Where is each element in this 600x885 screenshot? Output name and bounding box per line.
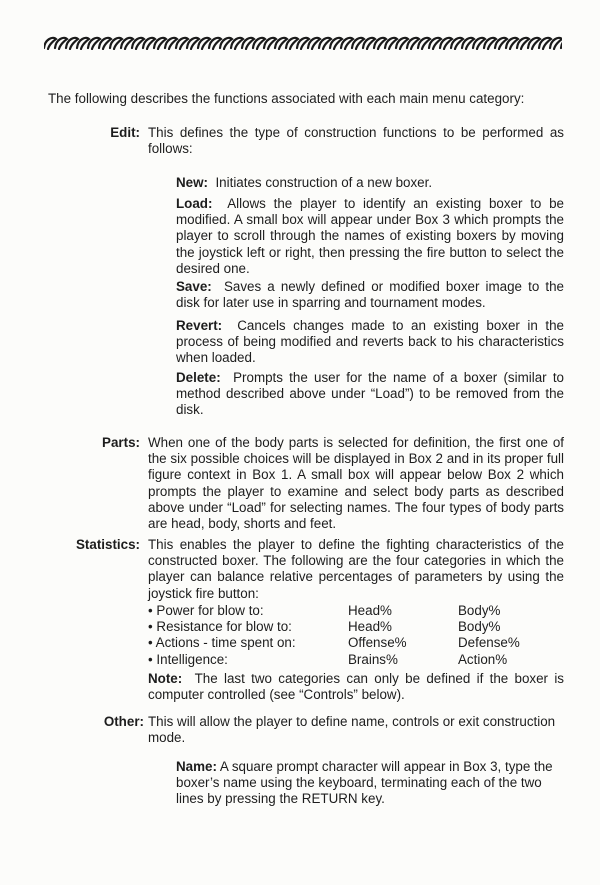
term-edit: Edit:	[110, 125, 140, 140]
stat-value-b: Defense%	[458, 635, 520, 651]
statistics-table	[148, 603, 564, 668]
term-name: Name:	[176, 759, 217, 774]
table-row	[148, 619, 564, 635]
stat-value-a: Head%	[348, 619, 392, 635]
stat-value-a: Brains%	[348, 651, 398, 667]
edit-item-new	[176, 175, 564, 191]
statistics-description: This enables the player to define the fighting characteristics of the constructed boxer. The following are the four categories in which the player can balance relative percentages of parameters by using the joystick fire button:	[148, 537, 564, 601]
statistics-note	[148, 671, 564, 703]
term-save: Save:	[176, 279, 212, 294]
stat-label: • Intelligence:	[148, 651, 228, 667]
term-statistics: Statistics:	[76, 537, 140, 552]
name-description: A square prompt character will appear in Box 3, type the boxer’s name using the keyboard, terminating each of the two lines by pressing the RETURN key.	[176, 759, 553, 807]
term-revert: Revert:	[176, 318, 223, 333]
intro-paragraph: The following describes the functions associated with each main menu category:	[48, 91, 525, 106]
stat-value-a: Offense%	[348, 635, 407, 651]
edit-item-delete	[176, 370, 564, 419]
term-new: New:	[176, 175, 208, 190]
delete-description: Prompts the user for the name of a boxer (similar to method described above under “Load”) to be removed from the disk.	[176, 370, 564, 418]
stat-label: • Actions - time spent on:	[148, 635, 296, 651]
term-delete: Delete:	[176, 370, 221, 385]
revert-description: Cancels changes made to an existing boxer in the process of being modified and reverts back to his characteristics when loaded.	[176, 318, 564, 366]
stat-value-b: Body%	[458, 603, 501, 618]
table-row	[148, 635, 564, 651]
other-item-name	[176, 759, 564, 808]
table-row	[148, 603, 564, 619]
edit-description: This defines the type of construction functions to be performed as follows:	[148, 125, 564, 157]
term-load: Load:	[176, 196, 213, 211]
edit-item-save	[176, 279, 564, 311]
term-note: Note:	[148, 671, 183, 686]
stat-value-a: Head%	[348, 603, 392, 618]
edit-item-load	[176, 196, 564, 277]
term-other: Other:	[103, 714, 144, 729]
load-description: Allows the player to identify an existing boxer to be modified. A small box will appear under Box 3 which prompts the player to scroll through the names of existing boxers by moving the joystick left or right, then pressing the fire button to select the desired one.	[176, 196, 565, 276]
rope-border-decoration	[44, 36, 562, 50]
other-description: This will allow the player to define name, controls or exit construction mode.	[148, 714, 556, 746]
table-row	[148, 652, 564, 668]
stat-label: • Resistance for blow to:	[148, 619, 292, 635]
stat-value-b: Body%	[458, 619, 501, 635]
parts-description: When one of the body parts is selected for definition, the first one of the six possible choices will be displayed in Box 2 and in its proper full figure context in Box 1. A small box will appear below Box 2 which prompts the player to examine and select body parts as described above under “Load” for selecting names. The four types of body parts are head, body, shorts and feet.	[148, 435, 564, 532]
stat-label: • Power for blow to:	[148, 603, 264, 618]
note-text: The last two categories can only be defined if the boxer is computer controlled (see “Controls” below).	[148, 671, 564, 703]
edit-item-revert	[176, 318, 564, 367]
new-description: Initiates construction of a new boxer.	[215, 175, 433, 190]
stat-value-b: Action%	[458, 651, 508, 667]
term-parts: Parts:	[102, 435, 140, 450]
save-description: Saves a newly defined or modified boxer image to the disk for later use in sparring and tournament modes.	[176, 279, 564, 311]
